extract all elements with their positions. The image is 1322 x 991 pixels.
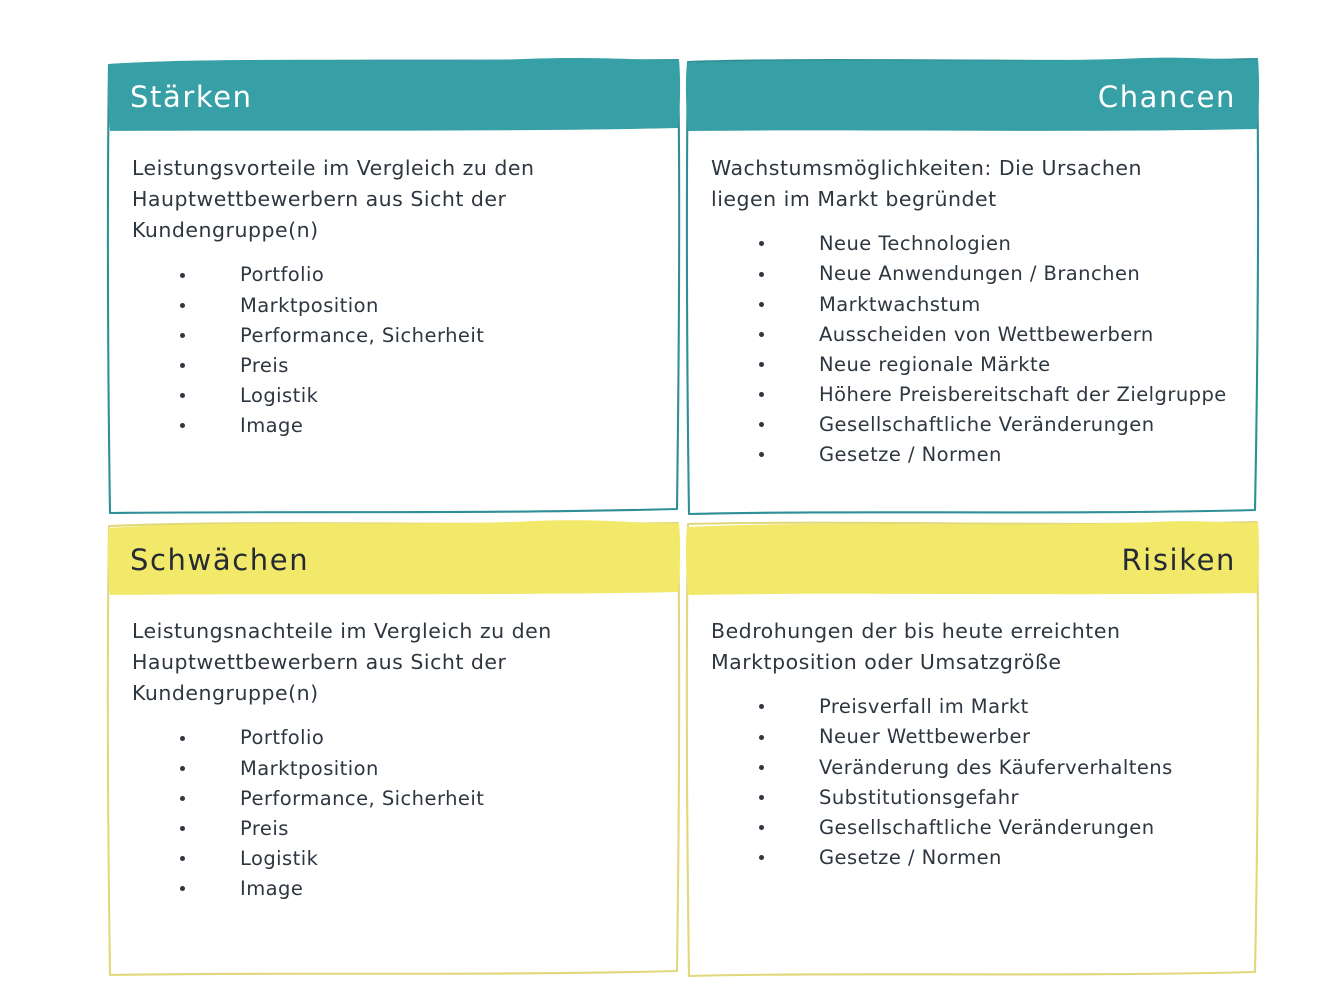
quadrant-lead-chancen: Wachstumsmöglichkeiten: Die Ursachen liegen im Markt begründet: [711, 156, 1142, 212]
bullet-dot-icon: [180, 886, 185, 891]
list-item-label: Neue regionale Märkte: [819, 352, 1051, 376]
bullet-dot-icon: [180, 393, 185, 398]
bullet-dot-icon: [759, 272, 764, 277]
bullet-dot-icon: [180, 796, 185, 801]
list-item-label: Marktwachstum: [819, 292, 981, 316]
list-item: [132, 411, 655, 441]
bullet-dot-icon: [759, 422, 764, 427]
list-item-label: Gesetze / Normen: [819, 845, 1002, 869]
list-item-label: Image: [240, 877, 304, 901]
list-item-label: Höhere Preisbereitschaft der Zielgruppe: [819, 382, 1227, 406]
bullet-dot-icon: [759, 735, 764, 740]
swot-quadrant-schwaechen: [108, 523, 679, 975]
quadrant-body-schwaechen: [108, 594, 679, 975]
list-item: [132, 784, 655, 814]
bullet-dot-icon: [180, 273, 185, 278]
list-item: [711, 753, 1234, 783]
list-item: [711, 350, 1234, 380]
list-item: [711, 259, 1234, 289]
list-item-label: Gesellschaftliche Veränderungen: [819, 815, 1155, 839]
list-item-label: Gesellschaftliche Veränderungen: [819, 413, 1155, 437]
list-item: [132, 381, 655, 411]
bullet-dot-icon: [759, 362, 764, 367]
quadrant-body-chancen: [687, 131, 1258, 512]
list-item-label: Substitutionsgefahr: [819, 785, 1019, 809]
list-item: [132, 291, 655, 321]
list-item-label: Preisverfall im Markt: [819, 695, 1029, 719]
list-item-label: Performance, Sicherheit: [240, 323, 485, 347]
bullet-dot-icon: [180, 423, 185, 428]
bullet-dot-icon: [759, 452, 764, 457]
bullet-list-risiken: [711, 692, 1234, 873]
quadrant-title-staerken: Stärken: [130, 80, 253, 114]
quadrant-body-staerken: [108, 131, 679, 512]
list-item: [132, 814, 655, 844]
bullet-dot-icon: [759, 855, 764, 860]
quadrant-title-risiken: Risiken: [1121, 543, 1236, 577]
list-item-label: Neue Anwendungen / Branchen: [819, 262, 1141, 286]
bullet-list-chancen: [711, 229, 1234, 470]
bullet-dot-icon: [759, 241, 764, 246]
list-item-label: Portfolio: [240, 263, 325, 287]
bullet-dot-icon: [180, 363, 185, 368]
bullet-list-schwaechen: [132, 723, 655, 904]
bullet-dot-icon: [759, 765, 764, 770]
quadrant-lead-schwaechen: Leistungsnachteile im Vergleich zu den Hauptwettbewerbern aus Sicht der Kundengruppe(n): [132, 619, 552, 706]
bullet-dot-icon: [180, 736, 185, 741]
list-item-label: Preis: [240, 816, 289, 840]
list-item: [711, 229, 1234, 259]
bullet-dot-icon: [180, 826, 185, 831]
list-item-label: Image: [240, 414, 304, 438]
list-item: [711, 320, 1234, 350]
list-item: [132, 754, 655, 784]
list-item: [132, 874, 655, 904]
list-item: [711, 783, 1234, 813]
swot-quadrant-risiken: [687, 523, 1258, 975]
quadrant-title-schwaechen: Schwächen: [130, 543, 310, 577]
list-item-label: Veränderung des Käuferverhaltens: [819, 755, 1173, 779]
bullet-dot-icon: [759, 825, 764, 830]
bullet-dot-icon: [759, 302, 764, 307]
swot-matrix: [108, 60, 1258, 975]
list-item: [132, 351, 655, 381]
list-item: [132, 321, 655, 351]
list-item: [132, 260, 655, 290]
list-item-label: Marktposition: [240, 293, 379, 317]
list-item-label: Preis: [240, 353, 289, 377]
bullet-dot-icon: [180, 766, 185, 771]
quadrant-header-staerken: [108, 60, 679, 131]
quadrant-body-risiken: [687, 594, 1258, 975]
list-item-label: Performance, Sicherheit: [240, 786, 485, 810]
bullet-dot-icon: [180, 856, 185, 861]
list-item: [132, 844, 655, 874]
list-item: [711, 380, 1234, 410]
list-item-label: Neuer Wettbewerber: [819, 725, 1031, 749]
list-item-label: Marktposition: [240, 756, 379, 780]
quadrant-header-risiken: [687, 523, 1258, 594]
swot-quadrant-staerken: [108, 60, 679, 512]
list-item: [711, 813, 1234, 843]
list-item: [711, 843, 1234, 873]
quadrant-header-chancen: [687, 60, 1258, 131]
list-item: [711, 290, 1234, 320]
list-item: [711, 440, 1234, 470]
list-item-label: Neue Technologien: [819, 232, 1012, 256]
bullet-dot-icon: [759, 704, 764, 709]
quadrant-lead-risiken: Bedrohungen der bis heute erreichten Marktposition oder Umsatzgröße: [711, 619, 1121, 675]
bullet-dot-icon: [759, 795, 764, 800]
list-item-label: Gesetze / Normen: [819, 443, 1002, 467]
list-item: [711, 692, 1234, 722]
quadrant-title-chancen: Chancen: [1097, 80, 1236, 114]
list-item: [132, 723, 655, 753]
swot-quadrant-chancen: [687, 60, 1258, 512]
list-item-label: Portfolio: [240, 726, 325, 750]
bullet-dot-icon: [180, 303, 185, 308]
list-item-label: Logistik: [240, 846, 319, 870]
bullet-dot-icon: [759, 332, 764, 337]
list-item: [711, 722, 1234, 752]
quadrant-lead-staerken: Leistungsvorteile im Vergleich zu den Hauptwettbewerbern aus Sicht der Kundengruppe(n): [132, 156, 535, 243]
list-item: [711, 410, 1234, 440]
list-item-label: Logistik: [240, 383, 319, 407]
bullet-list-staerken: [132, 260, 655, 441]
bullet-dot-icon: [180, 333, 185, 338]
list-item-label: Ausscheiden von Wettbewerbern: [819, 322, 1154, 346]
quadrant-header-schwaechen: [108, 523, 679, 594]
bullet-dot-icon: [759, 392, 764, 397]
